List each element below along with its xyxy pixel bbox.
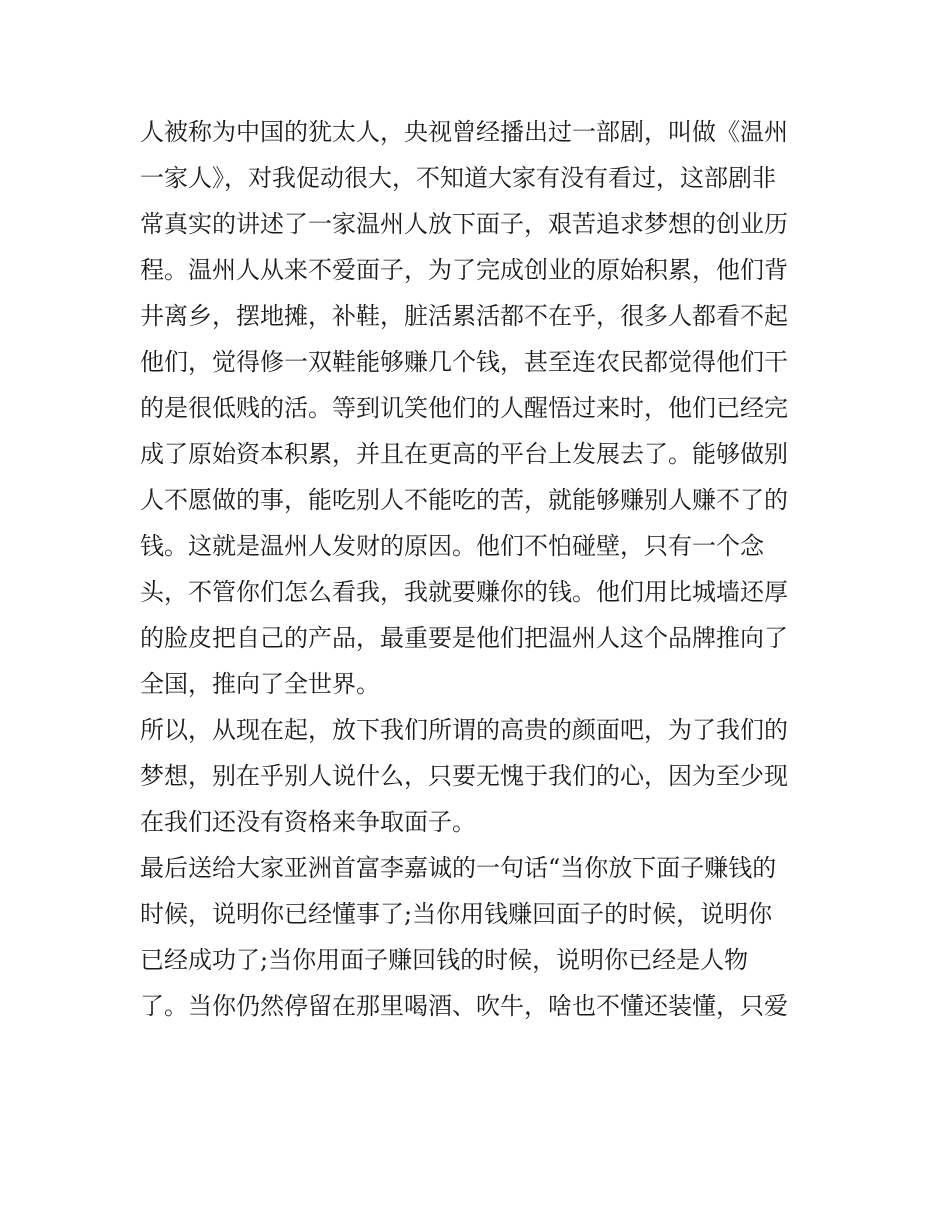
text-line: 全国，推向了全世界。 (140, 670, 380, 698)
text-line: 钱。这就是温州人发财的原因。他们不怕碰壁，只有一个念 (140, 532, 764, 560)
text-line: 程。温州人从来不爱面子，为了完成创业的原始积累，他们背 (140, 256, 788, 284)
text-line: 人不愿做的事，能吃别人不能吃的苦，就能够赚别人赚不了的 (140, 486, 788, 514)
text-line: 的脸皮把自己的产品，最重要是他们把温州人这个品牌推向了 (140, 624, 788, 652)
text-line: 已经成功了;当你用面子赚回钱的时候，说明你已经是人物 (140, 946, 749, 974)
body-text (140, 109, 830, 1029)
text-line: 的是很低贱的活。等到讥笑他们的人醒悟过来时，他们已经完 (140, 394, 788, 422)
text-line: 梦想，别在乎别人说什么，只要无愧于我们的心，因为至少现 (140, 762, 788, 790)
text-line: 了。当你仍然停留在那里喝酒、吹牛，啥也不懂还装懂，只爱 (140, 992, 788, 1020)
text-line: 所以，从现在起，放下我们所谓的高贵的颜面吧，为了我们的 (140, 716, 788, 744)
text-line: 常真实的讲述了一家温州人放下面子，艰苦追求梦想的创业历 (140, 210, 788, 238)
text-line: 在我们还没有资格来争取面子。 (140, 808, 476, 836)
text-line: 时候，说明你已经懂事了;当你用钱赚回面子的时候，说明你 (140, 900, 773, 928)
text-line: 人被称为中国的犹太人，央视曾经播出过一部剧，叫做《温州 (140, 118, 788, 146)
text-line: 成了原始资本积累，并且在更高的平台上发展去了。能够做别 (140, 440, 788, 468)
text-line: 井离乡，摆地摊，补鞋，脏活累活都不在乎，很多人都看不起 (140, 302, 788, 330)
text-line: 头，不管你们怎么看我，我就要赚你的钱。他们用比城墙还厚 (140, 578, 788, 606)
text-line: 最后送给大家亚洲首富李嘉诚的一句话“当你放下面子赚钱的 (140, 854, 777, 882)
text-line: 一家人》，对我促动很大，不知道大家有没有看过，这部剧非 (140, 164, 776, 192)
text-line: 他们，觉得修一双鞋能够赚几个钱，甚至连农民都觉得他们干 (140, 348, 788, 376)
